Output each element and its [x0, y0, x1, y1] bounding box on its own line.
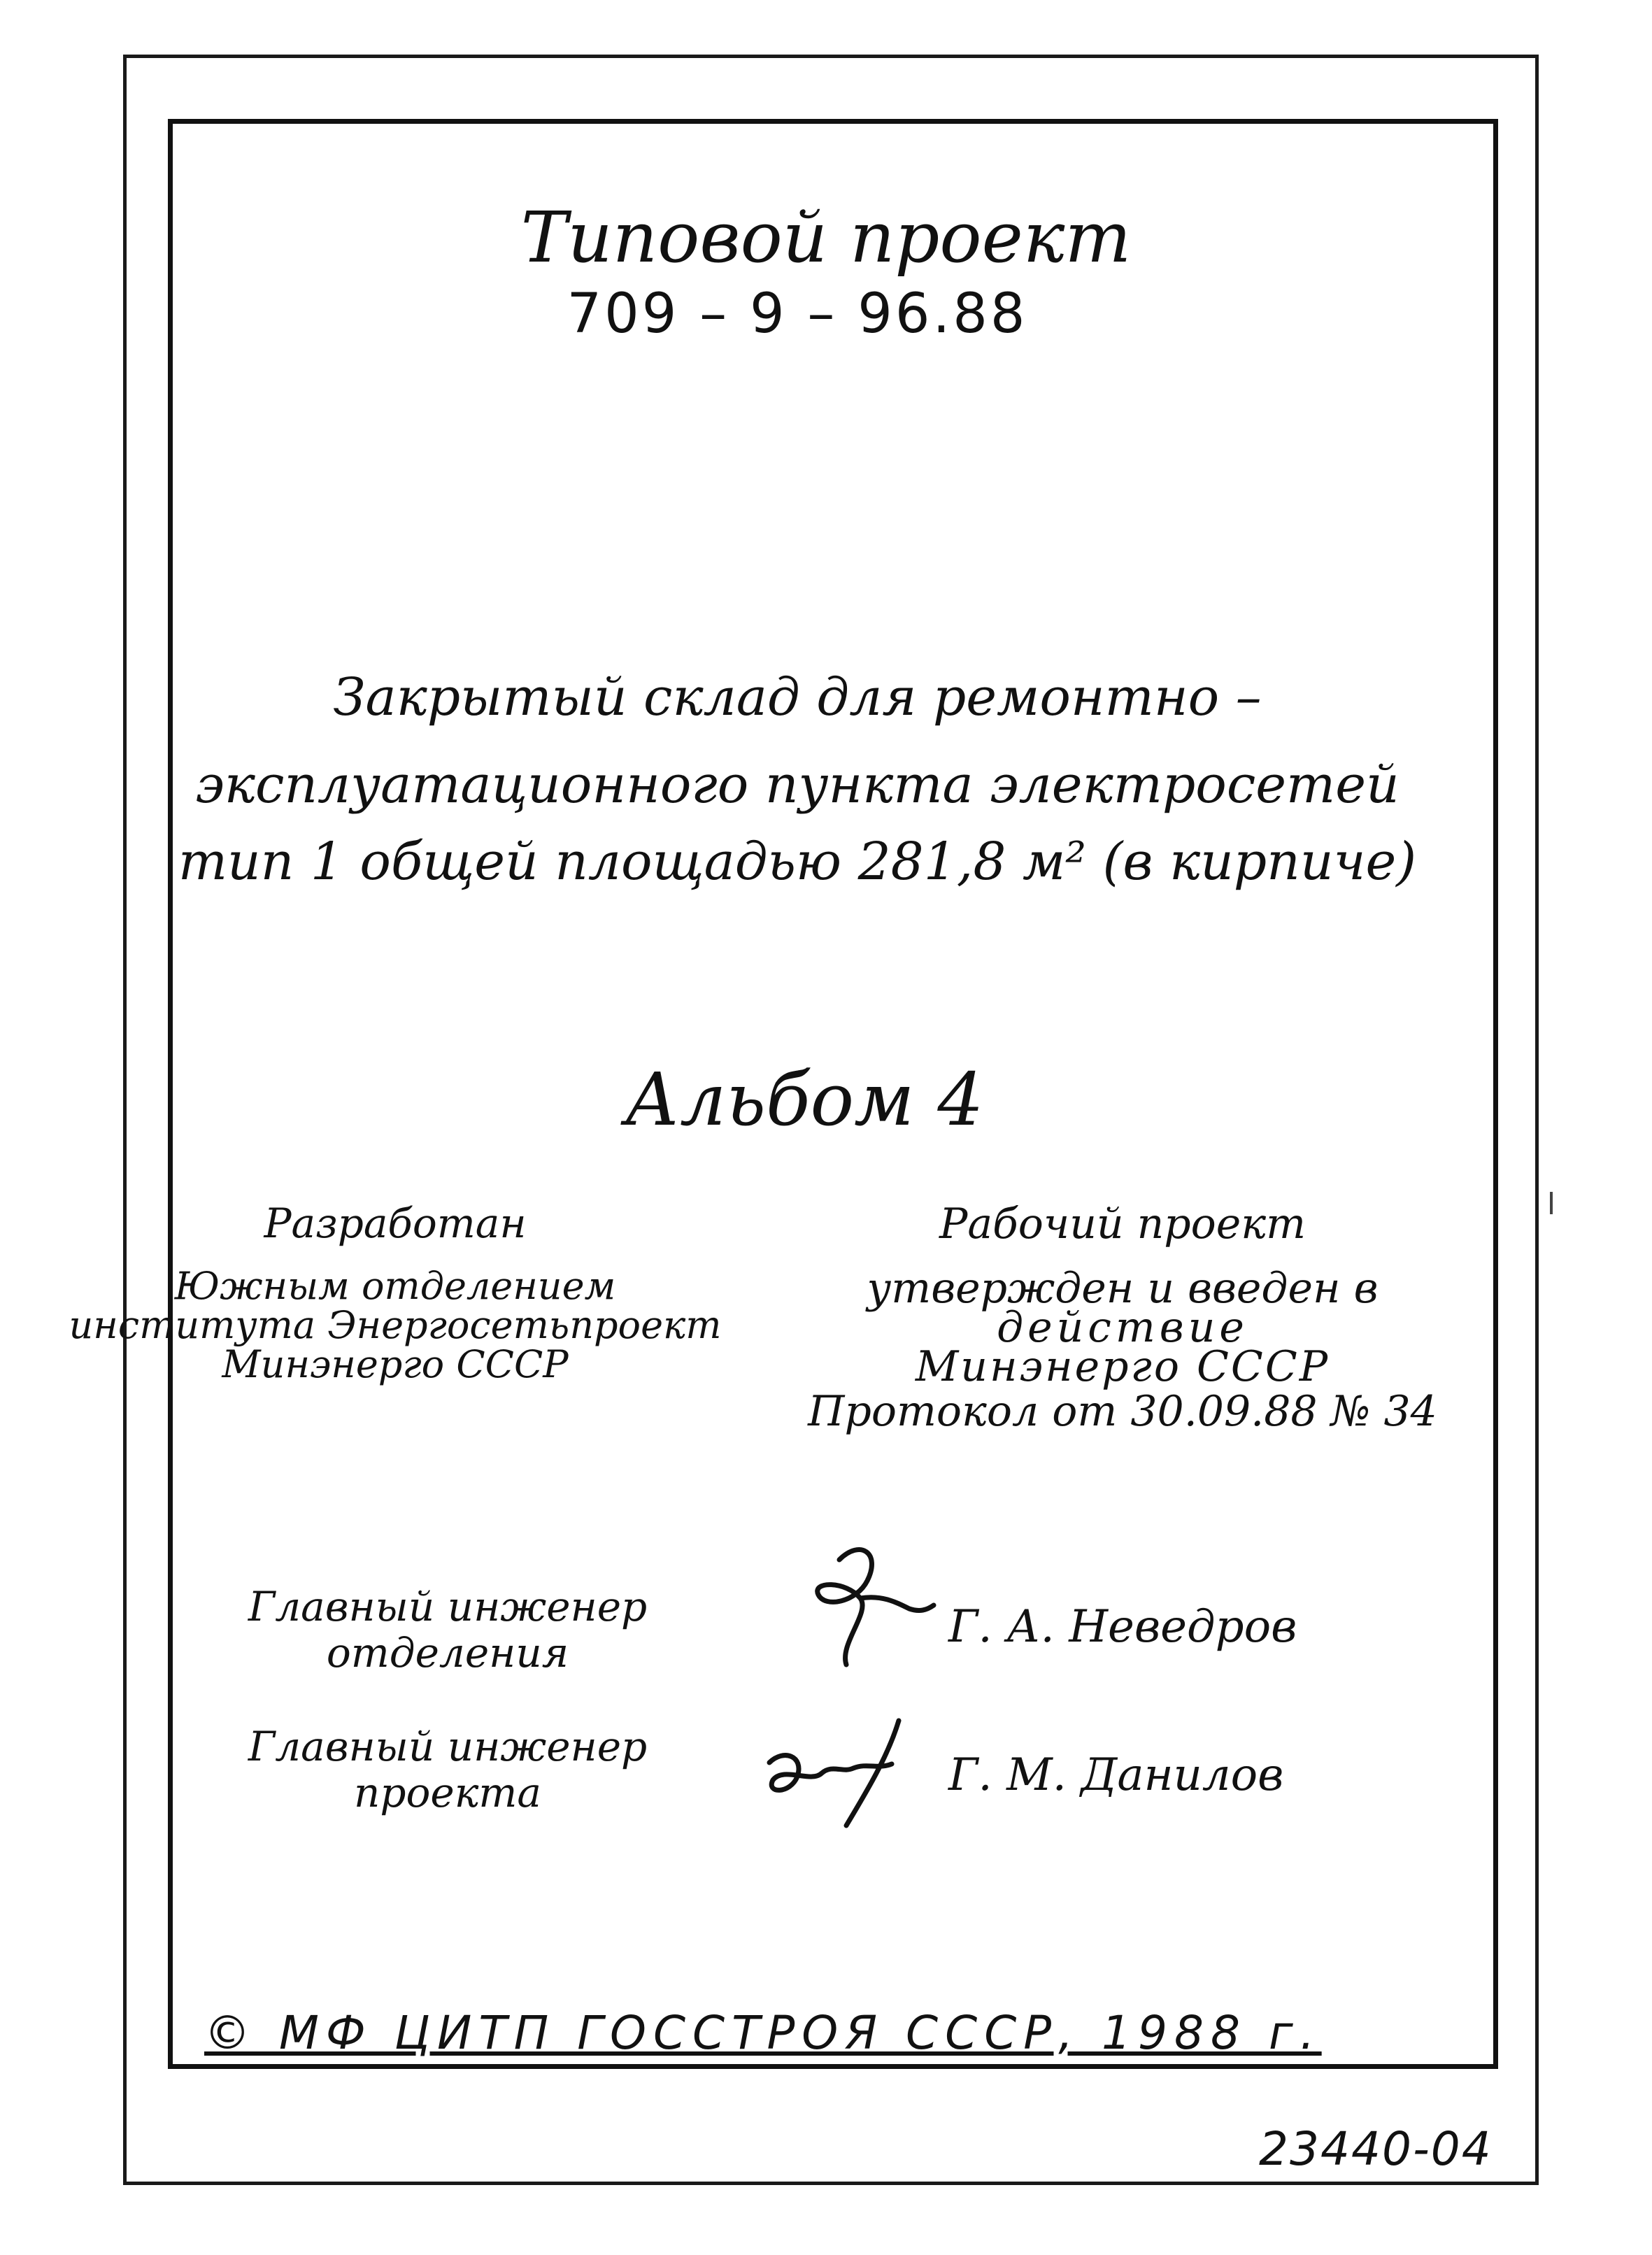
- approval-heading: Рабочий проект: [939, 1200, 1306, 1249]
- signature-2: [755, 1707, 923, 1833]
- signer-2-role-line-1: Главный инженер: [248, 1723, 648, 1770]
- signer-1-role-line-1: Главный инженер: [248, 1583, 648, 1630]
- margin-mark: [1550, 1192, 1553, 1214]
- developer-line-3: института Энергосетьпроект: [69, 1303, 722, 1347]
- description-line-3: тип 1 общей площадью 281,8 м² (в кирпиче): [178, 832, 1417, 892]
- publisher-footer: © МФ ЦИТП ГОССТРОЯ СССР, 1988 г.: [204, 2006, 1322, 2060]
- project-number: 709 – 9 – 96.88: [567, 283, 1028, 346]
- description-line-2: эксплуатационного пункта электросетей: [195, 755, 1400, 815]
- signer-1-name: Г. А. Неведров: [948, 1601, 1297, 1653]
- description-line-1: Закрытый склад для ремонтно –: [333, 667, 1262, 727]
- album-title: Альбом 4: [625, 1057, 984, 1142]
- approval-line-2: утвержден и введен в: [867, 1264, 1379, 1313]
- signer-2-name: Г. М. Данилов: [948, 1749, 1284, 1801]
- signer-2-role-line-2: проекта: [354, 1769, 541, 1816]
- sheet-code: 23440-04: [1259, 2122, 1493, 2176]
- signer-1-role-line-2: отделения: [326, 1629, 569, 1677]
- approval-line-3: действие: [997, 1303, 1248, 1352]
- approval-protocol: Протокол от 30.09.88 № 34: [808, 1387, 1437, 1436]
- developer-heading: Разработан: [264, 1200, 527, 1247]
- approval-line-4: Минэнерго СССР: [915, 1342, 1330, 1391]
- developer-line-4: Минэнерго СССР: [222, 1342, 569, 1386]
- signature-1: [797, 1532, 937, 1672]
- developer-line-2: Южным отделением: [174, 1264, 616, 1308]
- project-title: Типовой проект: [520, 197, 1132, 278]
